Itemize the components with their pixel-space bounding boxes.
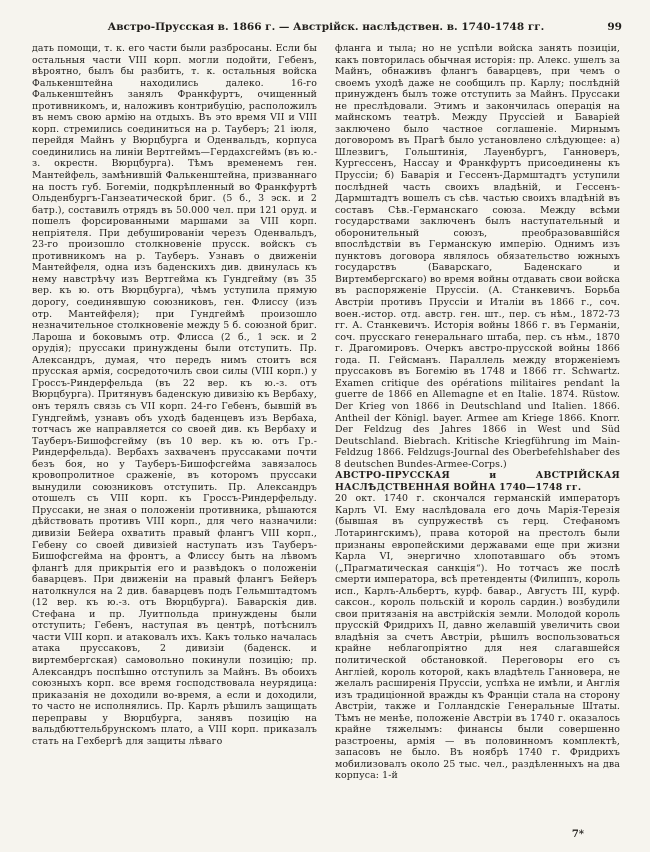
right-column-continuation: фланга и тыла; но не успѣли войска занять позиціи, какъ повторилась обычная исторія: пр. Алекс. ушелъ за Майнъ, обнаживъ флангъ баварцевъ, при чемъ о своемъ уходѣ даже не сообщилъ пр. Карлу; послѣдній принужденъ былъ тоже отступить за Майнъ. Пруссаки не преслѣдовали. Этимъ и закончилась операція на майнскомъ театрѣ. Между Пруссіей и Баваріей заключено было частное соглашеніе. Мирнымъ договоромъ въ Прагѣ было установлено слѣдующее: а) Шлезвигъ, Гольштинія, Лауенбургъ, Ганноверъ, Кургессенъ, Нассау и Франкфуртъ присоединены къ Пруссіи; б) Баварія и Гессенъ-Дармштадтъ уступили послѣдней часть своихъ владѣній, и Гессенъ-Дармштадтъ вошелъ съ сѣв. частью своихъ владѣній въ составъ Сѣв.-Германскаго союза. Между всѣми государствами заключенъ былъ наступательный и оборонительный союзъ, преобразовавшійся впослѣдствіи въ Германскую имперію. Однимъ изъ пунктовъ договора являлось обязательство южныхъ государствъ (Баварскаго, Баденскаго и Виртембергскаго) во время войны отдавать свои войска въ распоряженіе Пруссіи. (А. Станкевичъ. Борьба Австріи противъ Пруссіи и Италіи въ 1866 г., соч. воен.-истор. отд. австр. ген. шт., пер. съ нѣм., 1872-73 гг. А. Станкевичъ. Исторія войны 1866 г. въ Германіи, соч. прусскаго генеральнаго штаба, пер. съ нѣм., 1870 г. Драгомировъ. Очеркъ австро-прусской войны 1866 года. П. Гейсманъ. Параллель между вторженіемъ пруссаковъ въ Богемію въ 1748 и 1866 гг. Schwartz. Examen critique des opérations militaires pendant la guerre de 1866 en Allemagne et en Italie. 1874. Rüstow. Der Krieg von 1866 in Deutschland und Italien. 1866. Antheil der Königl. bayer. Armee am Kriege 1866. Knorr. Der Feldzug des Jahres 1866 in West und Süd Deutschland. Biebrach. Kritische Kriegführung im Main-Feldzug 1866. Feldzugs-Journal des Oberbefehlshaber des 8 deutschen Bundes-Armee-Corps.) xyxy=(335,43,620,470)
right-column xyxy=(335,43,620,829)
article-heading: АВСТРО-ПРУССКАЯ и АВСТРІЙСКАЯ НАСЛѢДСТВЕННАЯ ВОЙНА 1740—1748 гг. xyxy=(335,470,620,493)
running-header xyxy=(32,20,620,34)
left-column xyxy=(32,43,317,829)
left-column-text: дать помощи, т. к. его части были разбросаны. Если бы остальныя части VIII корп. могли подойти, Гебенъ, вѣроятно, былъ бы разбитъ, т. к. остальныя войска Фалькенштейна находились далеко. 16-го Фалькенштейнъ занялъ Франкфуртъ, очищенный противникомъ, и, наложивъ контрибуцію, расположилъ въ немъ свою армію на отдыхъ. Въ это время VII и VIII корп. стремились соединиться на р. Тауберъ; 21 іюля, перейдя Майнъ у Вюрцбурга и Оденвальдъ, корпуса соединились на линіи Вертгеймъ—Гердахсгеймъ (въ ю.-з. окрестн. Вюрцбурга). Тѣмъ временемъ ген. Мантейфель, замѣнившій Фалькенштейна, призваннаго на постъ губ. Богеміи, подкрѣпленный во Франкфуртѣ Ольденбургъ-Ганзеатической бриг. (5 б., 3 эск. и 2 батр.), составилъ отрядъ въ 50.000 чел. при 121 оруд. и пошелъ форсированными маршами за VIII корп. непріятеля. При дебушированіи черезъ Оденвальдъ, 23-го произошло столкновеніе прусск. войскъ съ противникомъ на р. Тауберъ. Узнавъ о движеніи Мантейфеля, одна изъ баденскихъ див. двинулась къ нему навстрѣчу изъ Вертгейма къ Гундгейму (въ 35 вер. къ ю. отъ Вюрцбурга), чѣмъ уступила прямую дорогу, соединявшую союзниковъ, ген. Флиссу (изъ отр. Мантейфеля); при Гундгеймѣ произошло незначительное столкновеніе между 5 б. союзной бриг. Лароша и боковымъ отр. Флисса (2 б., 1 эск. и 2 орудія); пруссаки принуждены были отступить. Пр. Александръ, думая, что передъ нимъ стоитъ вся прусская армія, сосредоточилъ свои силы (VIII корп.) у Гроссъ-Риндерфельда (въ 22 вер. къ ю.-з. отъ Вюрцбурга). Притянувъ баденскую дивизію къ Вербаху, онъ терялъ связь съ VII корп. 24-го Гебенъ, бывшій въ Гундгеймѣ, узнавъ объ уходѣ баденцевъ изъ Вербаха, тотчасъ же направляется со своей див. къ Вербаху и Тауберъ-Бишофсгейму (въ 10 вер. къ ю. отъ Гр.-Риндерфельда). Вербахъ захваченъ пруссаками почти безъ боя, но у Тауберъ-Бишофсгейма завязалось кровопролитное сраженіе, въ которомъ пруссаки вынудили союзниковъ отступить. Пр. Александръ отошелъ съ VIII корп. къ Гроссъ-Риндерфельду. Пруссаки, не зная о положеніи противника, рѣшаются дѣйствовать противъ VIII корп., для чего назначили: дивизіи Бейера охватить правый флангъ VIII корп., Гебену со своей дивизіей наступать изъ Тауберъ-Бишофсгейма на фронтъ, а Флиссу быть на лѣвомъ флангѣ для прикрытія его и развѣдокъ о положеніи баварцевъ. При движеніи на правый флангъ Бейеръ натолкнулся на 2 див. баварцевъ подъ Гельмштадтомъ (12 вер. къ ю.-з. отъ Вюрцбурга). Баварскія див. Стефана и пр. Луитпольда принуждены были отступить; Гебенъ, наступая въ центрѣ, потѣснилъ части VIII корп. и атаковалъ ихъ. Какъ только началась атака пруссаковъ, 2 дивизіи (баденск. и виртембергская) самовольно покинули позицію; пр. Александръ поспѣшно отступилъ за Майнъ. Въ обоихъ союзныхъ корп. все время господствовала неурядица: приказанія не доходили во-время, а если и доходили, то часто не исполнялись. Пр. Карлъ рѣшилъ защищать переправы у Вюрцбурга, занявъ позицію на вальдбюттельбрунскомъ плато, а VIII корп. приказалъ стать на Гехбергѣ для защиты лѣваго xyxy=(32,43,317,747)
running-header-title: Австро-Прусская в. 1866 г. — Австрійск. наслѣдствен. в. 1740-1748 гг. xyxy=(107,21,545,33)
article-text: 20 окт. 1740 г. скончался германскій императоръ Карлъ VI. Ему наслѣдовала его дочь Марія-Терезія (бывшая въ супружествѣ съ герц. Стефаномъ Лотарингскимъ), права которой на престолъ были признаны европейскими державами еще при жизни Карла VI, энергично хлопотавшаго объ этомъ („Прагматическая санкція“). Но тотчасъ же послѣ смерти императора, всѣ претенденты (Филиппъ, король исп., Карлъ-Альбертъ, курф. бавар., Августъ III, курф. саксон., король польскій и король сардин.) возбудили свои притязанія на австрійскія земли. Молодой король прусскій Фридрихъ II, давно желавшій увеличить свои владѣнія за счетъ Австріи, рѣшилъ воспользоваться крайне неблагопріятно для нея слагавшейся политической обстановкой. Переговоры его съ Англіей, король которой, какъ владѣтель Ганновера, не желалъ расширенія Пруссіи, успѣха не имѣли, и Англія изъ традиціонной вражды къ Франціи стала на сторону Австріи, также и Голландскіе Генеральные Штаты. Тѣмъ не менѣе, положеніе Австріи въ 1740 г. оказалось крайне тяжелымъ: финансы были совершенно разстроены, армія — въ половинномъ комплектѣ, запасовъ не было. Въ ноябрѣ 1740 г. Фридрихъ мобилизовалъ около 25 тыс. чел., раздѣленныхъ на два корпуса: 1-й xyxy=(335,493,620,782)
signature-mark: 7* xyxy=(571,829,584,840)
text-columns xyxy=(32,43,620,829)
page-number: 99 xyxy=(607,21,622,33)
